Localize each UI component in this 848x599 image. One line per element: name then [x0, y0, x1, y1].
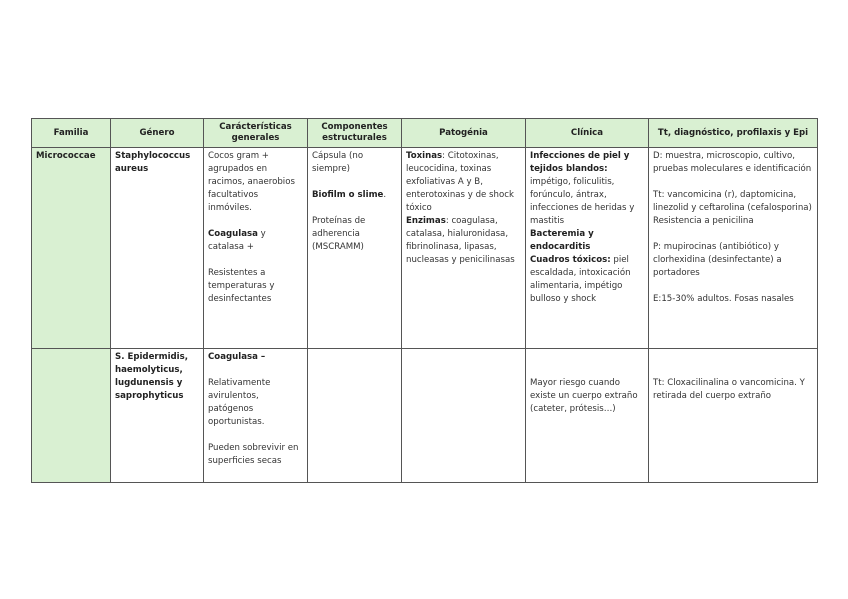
cell-paragraph — [653, 293, 813, 306]
cell-paragraph — [312, 150, 397, 176]
text: Cápsula (no siempre) — [312, 151, 364, 174]
cell-paragraph — [653, 351, 813, 364]
familia-cell: Micrococcae — [32, 148, 111, 349]
cell-paragraph — [208, 377, 303, 429]
text: . — [383, 190, 387, 200]
bold-text: Enzimas — [406, 216, 446, 226]
cell-paragraph — [312, 215, 397, 254]
header-genero: Género — [111, 119, 204, 148]
tratamiento-cell — [649, 148, 818, 349]
text: piel escaldada, intoxicación alimentaria, impétigo bulloso y shock — [530, 255, 631, 304]
text: Tt: vancomicina (r), daptomicina, linezolid y ceftarolina (cefalosporina) Resistencia a penicilina — [653, 190, 812, 226]
cell-paragraph — [208, 150, 303, 215]
bold-text: Toxinas — [406, 151, 443, 161]
header-tratamiento: Tt, diagnóstico, profilaxis y Epi — [649, 119, 818, 148]
header-caracteristicas: Carácterísticas generales — [204, 119, 308, 148]
cell-paragraph — [653, 150, 813, 176]
caracteristicas-cell — [204, 349, 308, 483]
bold-text: Infecciones de piel y tejidos blandos: — [530, 151, 630, 174]
text: Relativamente avirulentos, patógenos oportunistas. — [208, 378, 271, 427]
header-familia: Familia — [32, 119, 111, 148]
cell-paragraph — [530, 377, 644, 416]
tratamiento-cell — [649, 349, 818, 483]
patogenia-cell — [402, 148, 526, 349]
clinica-cell — [526, 148, 649, 349]
bold-text: Cuadros tóxicos: — [530, 255, 611, 265]
text: impétigo, foliculitis, forúnculo, ántrax, infecciones de heridas y mastitis — [530, 177, 635, 226]
cell-paragraph — [208, 442, 303, 468]
caracteristicas-cell — [204, 148, 308, 349]
cell-paragraph — [208, 351, 303, 364]
text: y catalasa + — [208, 229, 266, 252]
cell-paragraph — [530, 228, 644, 254]
staphylococcus-table — [31, 118, 818, 483]
componentes-cell — [308, 349, 402, 483]
table-row — [32, 349, 818, 483]
cell-paragraph — [406, 150, 521, 215]
table-row — [32, 148, 818, 349]
cell-paragraph — [406, 215, 521, 267]
bold-text: Bacteremia y endocarditis — [530, 229, 594, 252]
header-clinica: Clínica — [526, 119, 649, 148]
text: Cocos gram + agrupados en racimos, anaerobios facultativos inmóviles. — [208, 151, 295, 213]
text: Tt: Cloxacilinalina o vancomicina. Y retirada del cuerpo extraño — [653, 378, 805, 401]
bold-text: Biofilm o slime — [312, 190, 384, 200]
text: Proteínas de adherencia (MSCRAMM) — [312, 216, 366, 252]
familia-cell — [32, 349, 111, 483]
cell-paragraph — [653, 189, 813, 228]
cell-paragraph — [312, 189, 397, 202]
patogenia-cell — [402, 349, 526, 483]
clinica-cell — [526, 349, 649, 483]
cell-paragraph — [530, 351, 644, 364]
text: D: muestra, microscopio, cultivo, pruebas moleculares e identificación — [653, 151, 812, 174]
text: P: mupirocinas (antibiótico) y clorhexidina (desinfectante) a portadores — [653, 242, 782, 278]
header-row — [32, 119, 818, 148]
bold-text: Coagulasa — [208, 229, 258, 239]
text: : coagulasa, catalasa, hialuronidasa, fibrinolinasa, lipasas, nucleasas y penicilinasas — [406, 216, 515, 265]
cell-paragraph — [208, 228, 303, 254]
cell-paragraph — [530, 254, 644, 306]
text: E:15-30% adultos. Fosas nasales — [653, 294, 794, 304]
header-componentes: Componentes estructurales — [308, 119, 402, 148]
text: : Citotoxinas, leucocidina, toxinas exfoliativas A y B, enterotoxinas y de shock tóxico — [406, 151, 514, 213]
genero-cell: Staphylococcus aureus — [111, 148, 204, 349]
text: Mayor riesgo cuando existe un cuerpo extraño (cateter, prótesis…) — [530, 378, 638, 414]
text: Resistentes a temperaturas y desinfectantes — [208, 268, 275, 304]
cell-paragraph — [208, 267, 303, 306]
componentes-cell — [308, 148, 402, 349]
cell-paragraph — [653, 241, 813, 280]
header-patogenia: Patogénia — [402, 119, 526, 148]
bold-text: Coagulasa – — [208, 352, 266, 362]
cell-paragraph — [653, 377, 813, 403]
genero-cell: S. Epidermidis, haemolyticus, lugdunensis y saprophyticus — [111, 349, 204, 483]
cell-paragraph — [530, 150, 644, 228]
text: Pueden sobrevivir en superficies secas — [208, 443, 299, 466]
